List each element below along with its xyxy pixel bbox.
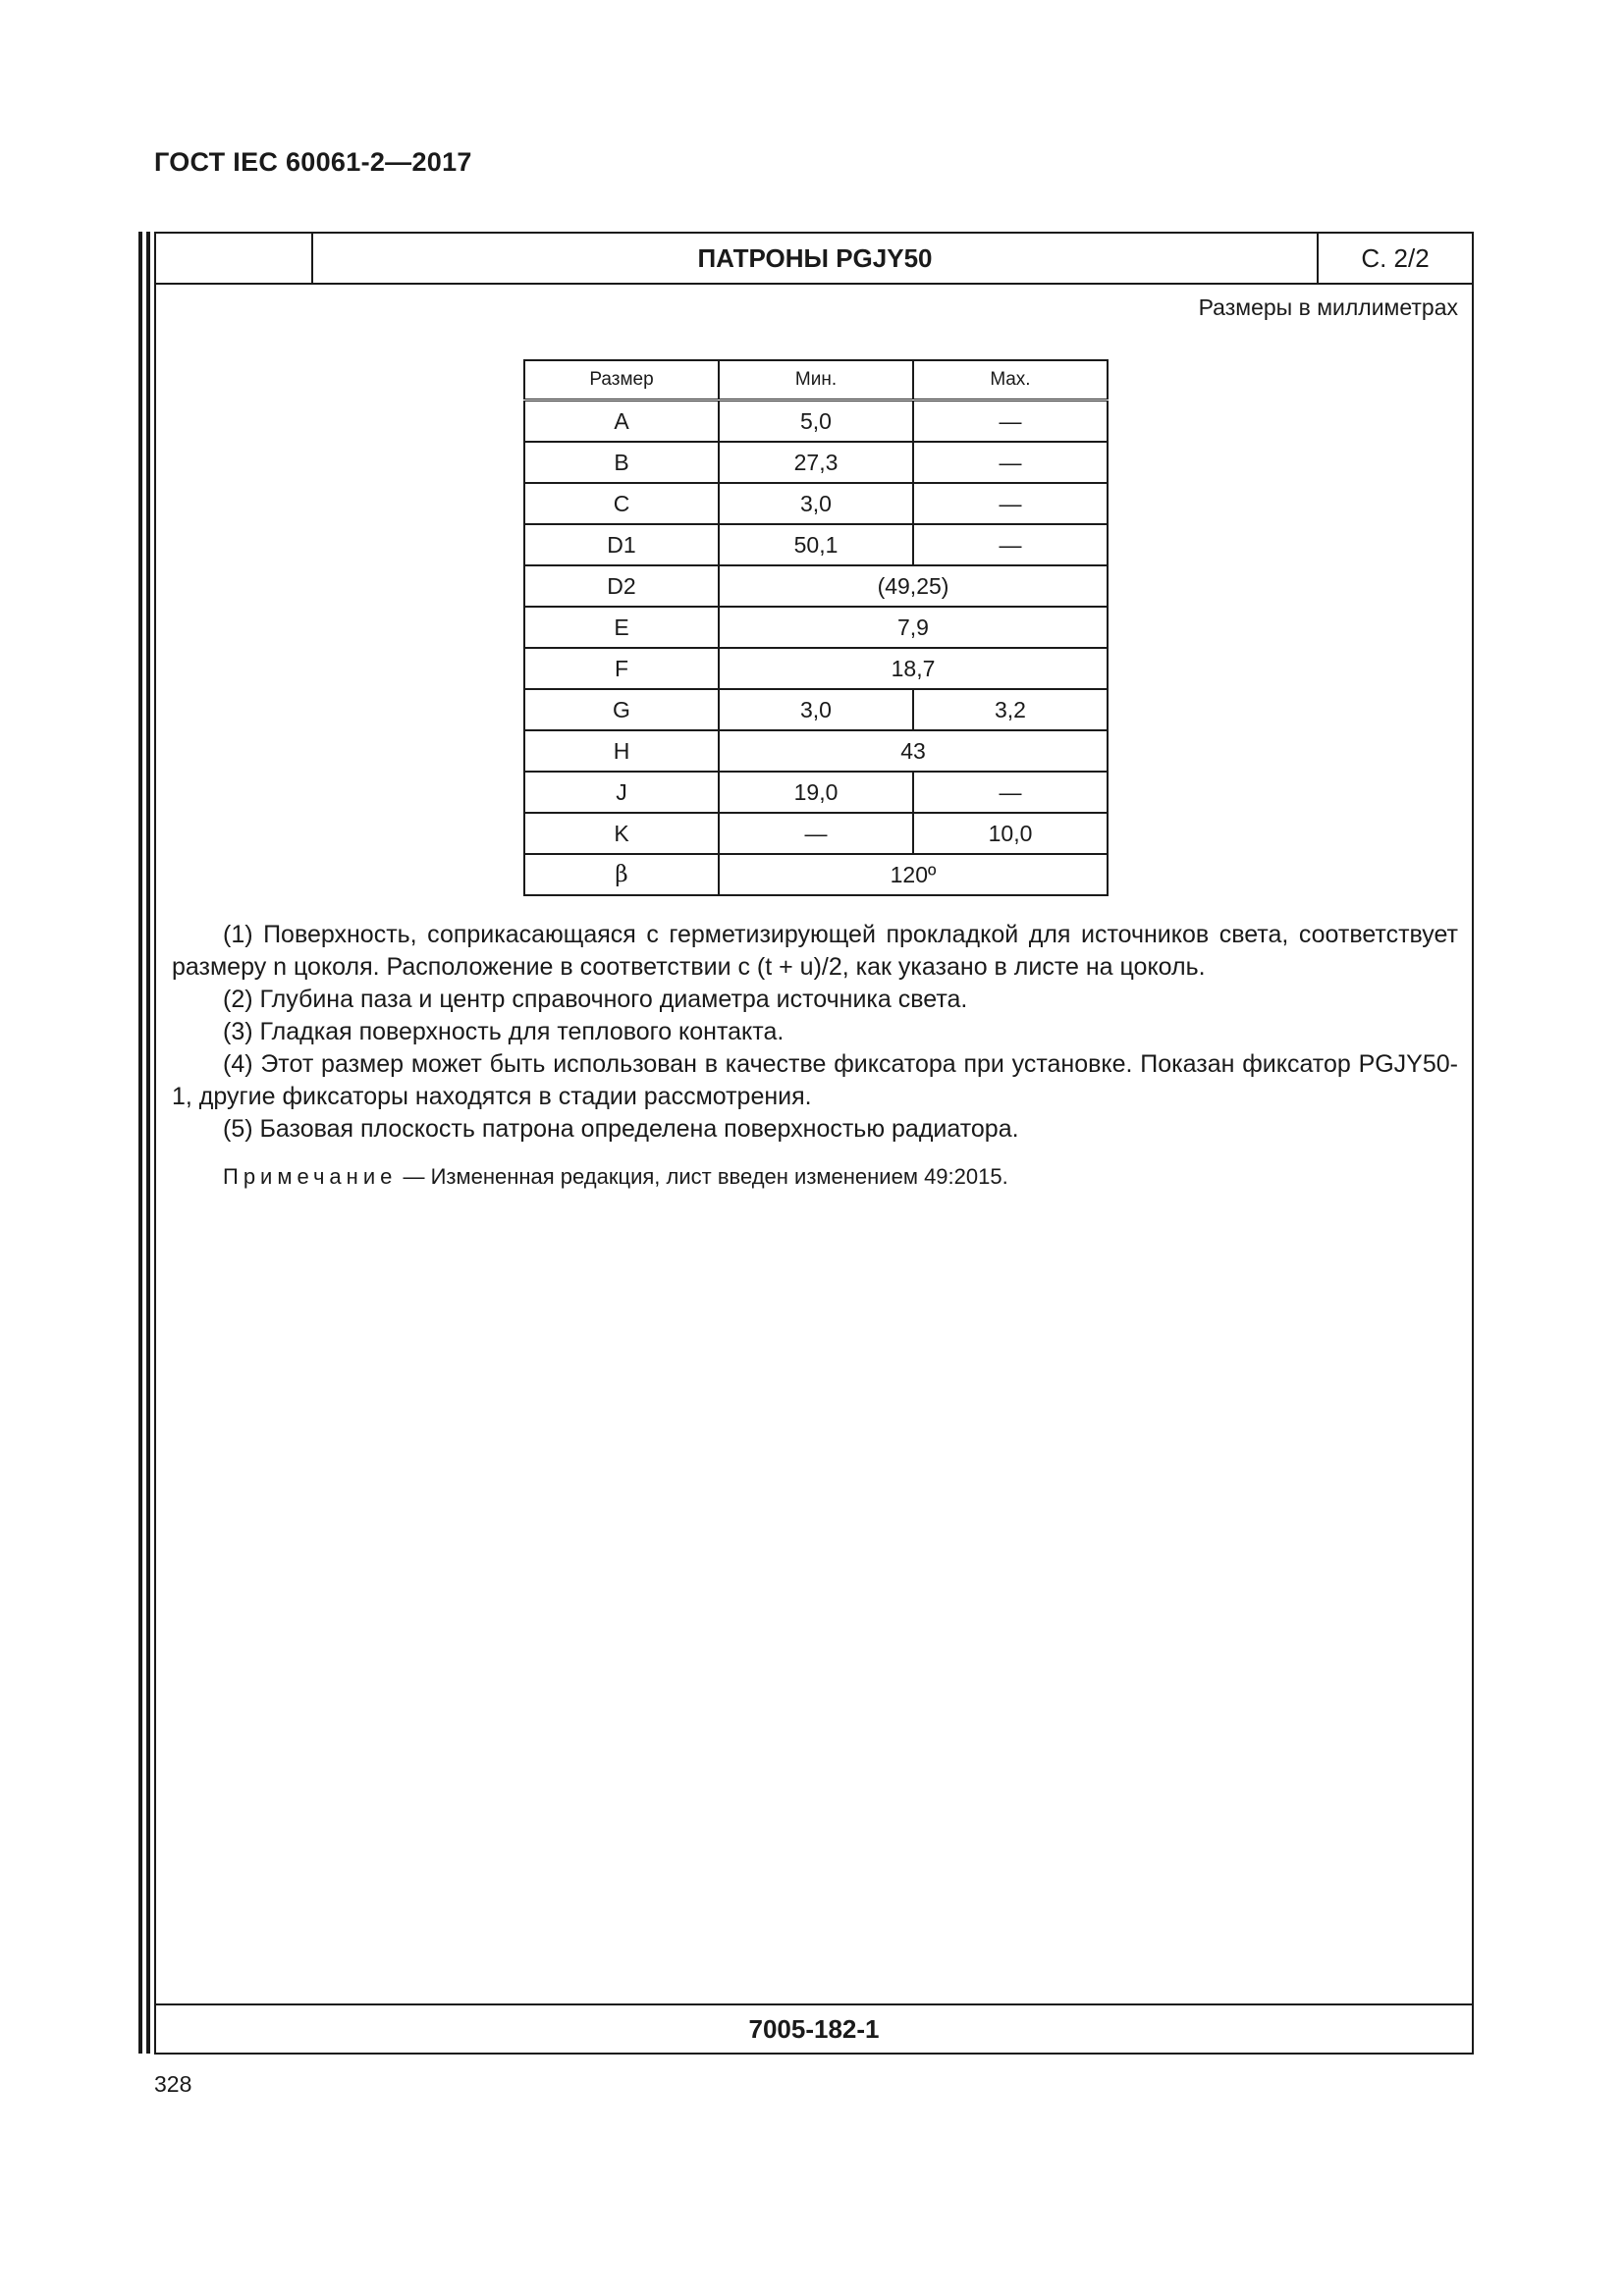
cell-max: — <box>913 483 1108 524</box>
frame-bar-inner <box>146 232 150 2054</box>
table-row <box>524 607 1108 648</box>
cell-value: 7,9 <box>719 607 1108 648</box>
remark-label: Примечание <box>223 1164 398 1189</box>
cell-min: 50,1 <box>719 524 913 565</box>
cell-name: C <box>524 483 719 524</box>
cell-min: — <box>719 813 913 854</box>
cell-min: 3,0 <box>719 483 913 524</box>
remark-note <box>223 1164 1008 1190</box>
cell-value: (49,25) <box>719 565 1108 607</box>
remark-dash: — <box>403 1164 425 1189</box>
table-row <box>524 483 1108 524</box>
cell-max: — <box>913 524 1108 565</box>
cell-max: 10,0 <box>913 813 1108 854</box>
cell-max: — <box>913 400 1108 443</box>
footnote-2: (2) Глубина паза и центр справочного диаметра источника света. <box>223 986 968 1013</box>
cell-name: H <box>524 730 719 772</box>
footnote-5: (5) Базовая плоскость патрона определена поверхностью радиатора. <box>223 1115 1019 1143</box>
header-blank-cell <box>156 234 313 283</box>
cell-min: 19,0 <box>719 772 913 813</box>
footnotes <box>172 919 1458 1146</box>
footnote-4: (4) Этот размер может быть использован в качестве фиксатора при установке. Показан фиксатор PGJY50-1, другие фиксаторы находятся в стадии рассмотрения. <box>172 1050 1458 1110</box>
sheet-title: ПАТРОНЫ PGJY50 <box>313 234 1319 283</box>
table-row <box>524 400 1108 443</box>
table-header-row <box>524 360 1108 400</box>
dimensions-table <box>523 359 1109 896</box>
sheet-page-label: С. 2/2 <box>1361 242 1430 273</box>
table-row <box>524 689 1108 730</box>
table-row <box>524 813 1108 854</box>
col-header-min: Мин. <box>719 360 913 400</box>
cell-min: 27,3 <box>719 442 913 483</box>
sheet-footer-code: 7005-182-1 <box>156 2003 1472 2053</box>
cell-name: A <box>524 400 719 443</box>
table-row <box>524 524 1108 565</box>
cell-min: 5,0 <box>719 400 913 443</box>
remark-text: Измененная редакция, лист введен изменением 49:2015. <box>430 1164 1008 1189</box>
table-row <box>524 648 1108 689</box>
cell-name: β <box>524 854 719 895</box>
cell-name: D2 <box>524 565 719 607</box>
footnote-3: (3) Гладкая поверхность для теплового контакта. <box>223 1018 785 1045</box>
document-id: ГОСТ IEC 60061-2—2017 <box>154 147 472 177</box>
col-header-max: Max. <box>913 360 1108 400</box>
cell-max: — <box>913 442 1108 483</box>
cell-name: F <box>524 648 719 689</box>
table-row <box>524 565 1108 607</box>
cell-name: E <box>524 607 719 648</box>
sheet-header <box>156 234 1472 285</box>
cell-value: 120º <box>719 854 1108 895</box>
col-header-size: Размер <box>524 360 719 400</box>
cell-value: 43 <box>719 730 1108 772</box>
frame-bar-outer <box>138 232 142 2054</box>
sheet-frame <box>154 232 1474 2055</box>
cell-name: K <box>524 813 719 854</box>
cell-max: — <box>913 772 1108 813</box>
cell-value: 18,7 <box>719 648 1108 689</box>
footnote-1: (1) Поверхность, соприкасающаяся с герметизирующей прокладкой для источников света, соответствует размеру n цоколя. Расположение в соответствии с (t + u)/2, как указано в листе на цоколь. <box>172 921 1458 981</box>
cell-name: J <box>524 772 719 813</box>
cell-name: B <box>524 442 719 483</box>
page-number: 328 <box>154 2071 192 2097</box>
table-row <box>524 772 1108 813</box>
table-row <box>524 854 1108 895</box>
cell-name: G <box>524 689 719 730</box>
table-row <box>524 730 1108 772</box>
units-note: Размеры в миллиметрах <box>1198 294 1458 320</box>
cell-max: 3,2 <box>913 689 1108 730</box>
cell-name: D1 <box>524 524 719 565</box>
table-row <box>524 442 1108 483</box>
cell-min: 3,0 <box>719 689 913 730</box>
